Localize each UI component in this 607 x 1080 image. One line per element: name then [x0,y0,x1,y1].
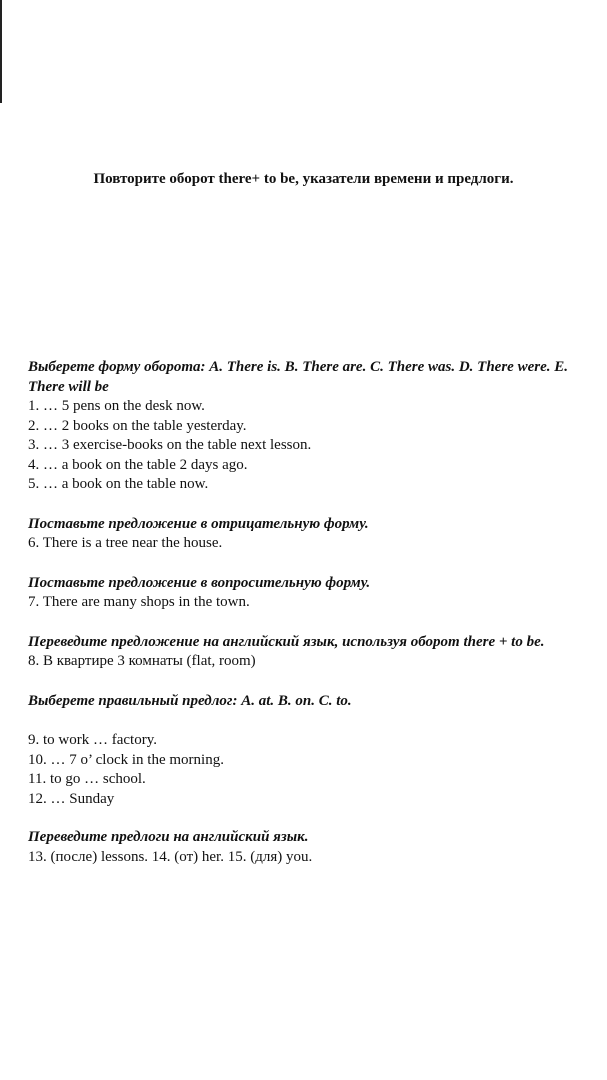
section-heading: Переведите предложение на английский язык, используя оборот there + to be. [28,633,545,650]
exercise-item: 3. … 3 exercise-books on the table next lesson. [28,437,312,453]
left-edge-line [0,0,2,103]
exercise-item: 1. … 5 pens on the desk now. [28,398,205,414]
exercise-item: 12. … Sunday [28,790,115,807]
exercise-item: 2. … 2 books on the table yesterday. [28,417,247,434]
section-translate-prepositions [28,828,578,867]
spacer [28,809,578,828]
section-heading: Поставьте предложение в отрицательную форму. [28,515,369,532]
exercise-item: 11. to go … school. [28,771,146,787]
spacer [28,672,578,692]
section-heading: Поставьте предложение в вопросительную форму. [28,574,371,591]
section-negative-form [28,515,578,554]
section-heading: Выберете форму оборота: A. There is. B. There are. C. There was. D. There were. E. There will be [28,359,568,395]
exercise-item: 8. В квартире 3 комнаты (flat, room) [28,653,256,669]
exercise-item: 5. … a book on the table now. [28,476,209,492]
section-translate-sentence [28,633,578,672]
section-choose-preposition [28,692,578,810]
section-question-form [28,574,578,613]
section-choose-form [28,358,578,495]
page-title: Повторите оборот there+ to be, указатели времени и предлоги. [93,171,514,187]
spacer [28,554,578,574]
section-heading: Выберете правильный предлог: A. at. B. on. C. to. [28,692,352,709]
spacer [28,613,578,633]
exercise-item: 7. There are many shops in the town. [28,594,250,610]
spacer [28,495,578,515]
exercise-item: 4. … a book on the table 2 days ago. [28,456,248,473]
exercise-content [28,358,578,867]
exercise-item: 13. (после) lessons. 14. (от) her. 15. (для) you. [28,848,313,865]
exercise-item: 6. There is a tree near the house. [28,535,223,551]
spacer [28,711,578,731]
exercise-item: 9. to work … factory. [28,732,157,748]
section-heading: Переведите предлоги на английский язык. [28,829,309,845]
exercise-item: 10. … 7 o’ clock in the morning. [28,751,224,768]
